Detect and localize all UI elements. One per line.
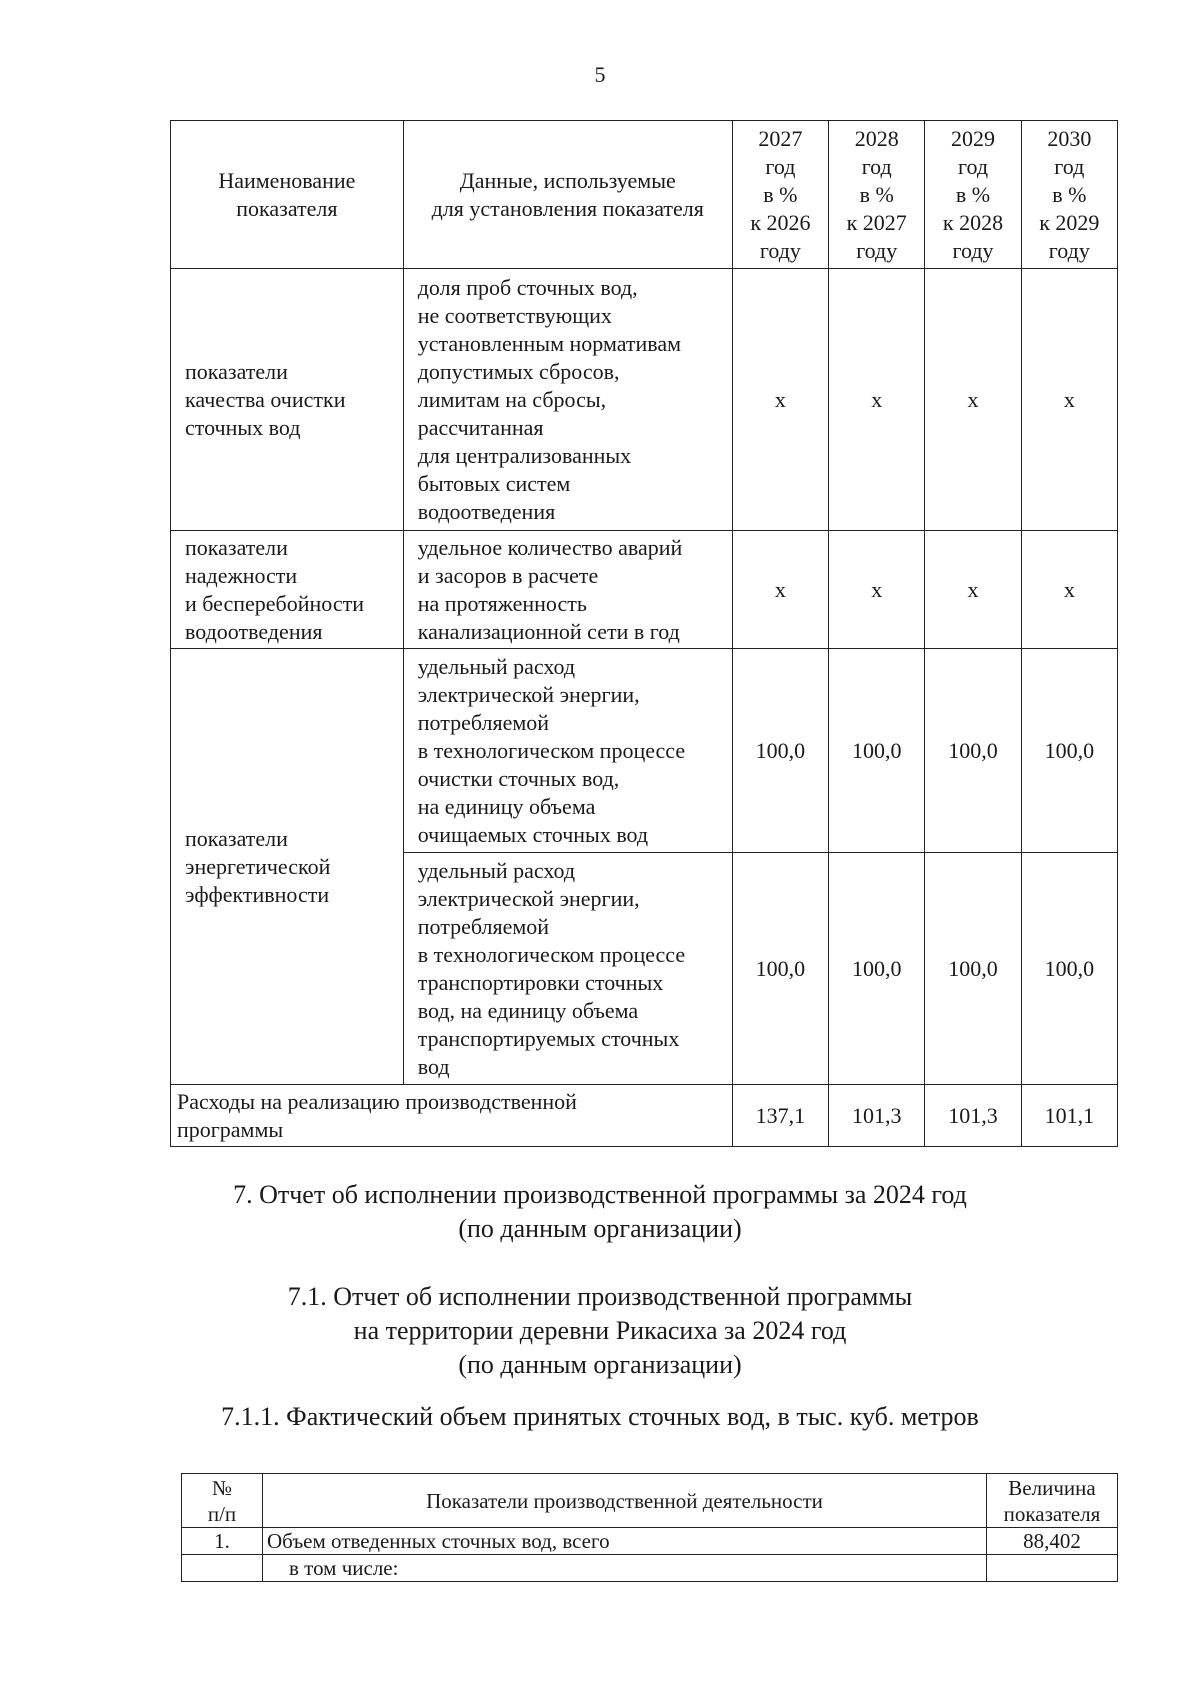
volume-table bbox=[181, 1473, 1118, 1582]
page-number: 5 bbox=[594, 62, 606, 87]
header-year-2030: 2030 год в % к 2029 году bbox=[1021, 121, 1117, 269]
row-reliability-name: показатели надежности и бесперебойности водоотведения bbox=[171, 531, 404, 649]
header-indicator-name: Наименование показателя bbox=[171, 121, 404, 269]
section-7-heading: 7. Отчет об исполнении производственной программы за 2024 год (по данным организации) bbox=[233, 1180, 967, 1243]
row-number: 1. bbox=[182, 1528, 263, 1555]
row-energy-transport-data: удельный расход электрической энергии, потребляемой в технологическом процессе транспортировки сточных вод, на единицу объема транспортируемых сточных вод bbox=[403, 853, 732, 1085]
header-indicator-data: Данные, используемые для установления показателя bbox=[403, 121, 732, 269]
header-year-2029: 2029 год в % к 2028 году bbox=[925, 121, 1021, 269]
row-value: 88,402 bbox=[987, 1528, 1118, 1555]
volume-header-row bbox=[182, 1474, 1118, 1528]
section-7-1-heading: 7.1. Отчет об исполнении производственной программы на территории деревни Рикасиха за 2024 год (по данным организации) bbox=[287, 1282, 913, 1379]
row-energy-treatment-data: удельный расход электрической энергии, потребляемой в технологическом процессе очистки сточных вод, на единицу объема очищаемых сточных вод bbox=[403, 649, 732, 853]
indicators-header-row bbox=[171, 121, 1118, 269]
expenses-label: Расходы на реализацию производственной программы bbox=[171, 1085, 733, 1147]
value-cell: x bbox=[829, 269, 925, 531]
value-cell: x bbox=[1021, 531, 1117, 649]
value-cell: 100,0 bbox=[925, 649, 1021, 853]
value-cell: 100,0 bbox=[925, 853, 1021, 1085]
row-energy-name: показатели энергетической эффективности bbox=[171, 649, 404, 1085]
value-cell: x bbox=[732, 269, 828, 531]
value-cell: 100,0 bbox=[732, 853, 828, 1085]
row-quality-data: доля проб сточных вод, не соответствующих установленным нормативам допустимых сбросов, лимитам на сбросы, рассчитанная для централизованных бытовых систем водоотведения bbox=[403, 269, 732, 531]
header-number: № п/п bbox=[182, 1474, 263, 1528]
value-cell: x bbox=[732, 531, 828, 649]
row-value bbox=[987, 1555, 1118, 1582]
header-year-2027: 2027 год в % к 2026 году bbox=[732, 121, 828, 269]
row-reliability-data: удельное количество аварий и засоров в расчете на протяженность канализационной сети в год bbox=[403, 531, 732, 649]
value-cell: 101,1 bbox=[1021, 1085, 1117, 1147]
row-activity-name: Объем отведенных сточных вод, всего bbox=[263, 1528, 987, 1555]
value-cell: 100,0 bbox=[732, 649, 828, 853]
table-row bbox=[171, 269, 1118, 531]
table-row bbox=[182, 1555, 1118, 1582]
header-year-2028: 2028 год в % к 2027 году bbox=[829, 121, 925, 269]
value-cell: 137,1 bbox=[732, 1085, 828, 1147]
value-cell: 101,3 bbox=[925, 1085, 1021, 1147]
table-row bbox=[171, 649, 1118, 853]
row-number bbox=[182, 1555, 263, 1582]
table-row bbox=[182, 1528, 1118, 1555]
header-activity: Показатели производственной деятельности bbox=[263, 1474, 987, 1528]
row-activity-name: в том числе: bbox=[263, 1555, 987, 1582]
value-cell: x bbox=[925, 531, 1021, 649]
row-quality-name: показатели качества очистки сточных вод bbox=[171, 269, 404, 531]
value-cell: 100,0 bbox=[829, 649, 925, 853]
value-cell: 100,0 bbox=[1021, 649, 1117, 853]
table-row bbox=[171, 531, 1118, 649]
value-cell: 100,0 bbox=[1021, 853, 1117, 1085]
indicators-table bbox=[170, 120, 1118, 1147]
expenses-row bbox=[171, 1085, 1118, 1147]
value-cell: 100,0 bbox=[829, 853, 925, 1085]
value-cell: 101,3 bbox=[829, 1085, 925, 1147]
value-cell: x bbox=[829, 531, 925, 649]
header-value: Величина показателя bbox=[987, 1474, 1118, 1528]
value-cell: x bbox=[925, 269, 1021, 531]
section-7-1-1-heading: 7.1.1. Фактический объем принятых сточных вод, в тыс. куб. метров bbox=[221, 1402, 979, 1431]
value-cell: x bbox=[1021, 269, 1117, 531]
